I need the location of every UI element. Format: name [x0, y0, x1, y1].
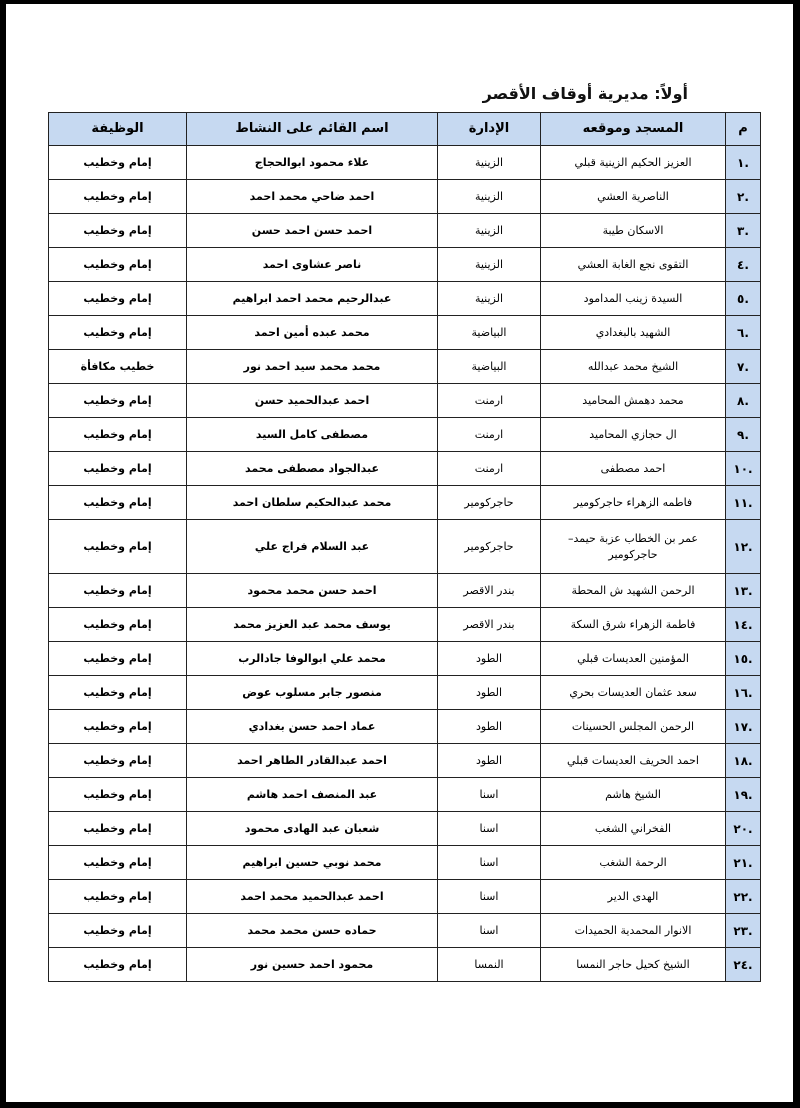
row-mosque: العزيز الحكيم الزينية قبلي: [541, 146, 726, 180]
row-mosque: فاطمة الزهراء شرق السكة: [541, 608, 726, 642]
table-row: [49, 846, 761, 880]
row-job: إمام وخطيب: [49, 676, 187, 710]
row-job: إمام وخطيب: [49, 214, 187, 248]
row-mosque: ال حجازي المحاميد: [541, 418, 726, 452]
row-mosque: التقوى نجع الغابة العشي: [541, 248, 726, 282]
row-num: .٢١: [726, 846, 761, 880]
row-mosque: الشيخ كحيل حاجر النمسا: [541, 948, 726, 982]
row-job: إمام وخطيب: [49, 316, 187, 350]
header-name: اسم القائم على النشاط: [187, 113, 438, 146]
row-mosque: السيدة زينب المدامود: [541, 282, 726, 316]
row-job: إمام وخطيب: [49, 812, 187, 846]
row-mosque: الرحمة الشغب: [541, 846, 726, 880]
header-mosque: المسجد وموقعه: [541, 113, 726, 146]
table-row: [49, 146, 761, 180]
row-num: .١٥: [726, 642, 761, 676]
row-job: إمام وخطيب: [49, 180, 187, 214]
row-admin: ارمنت: [438, 452, 541, 486]
row-job: إمام وخطيب: [49, 146, 187, 180]
table-row: [49, 880, 761, 914]
row-admin: الزينية: [438, 146, 541, 180]
row-name: حماده حسن محمد محمد: [187, 914, 438, 948]
row-mosque: الرحمن المجلس الحسينات: [541, 710, 726, 744]
row-job: إمام وخطيب: [49, 384, 187, 418]
row-job: إمام وخطيب: [49, 486, 187, 520]
row-admin: اسنا: [438, 778, 541, 812]
row-job: إمام وخطيب: [49, 744, 187, 778]
table-row: [49, 778, 761, 812]
row-job: إمام وخطيب: [49, 880, 187, 914]
row-admin: النمسا: [438, 948, 541, 982]
row-num: .٢٤: [726, 948, 761, 982]
row-admin: ارمنت: [438, 384, 541, 418]
row-name: يوسف محمد عبد العزيز محمد: [187, 608, 438, 642]
row-job: إمام وخطيب: [49, 574, 187, 608]
table-row: [49, 350, 761, 384]
row-mosque: محمد دهمش المحاميد: [541, 384, 726, 418]
row-name: محمد عبده أمين احمد: [187, 316, 438, 350]
row-job: إمام وخطيب: [49, 520, 187, 574]
row-mosque: المؤمنين العديسات قبلي: [541, 642, 726, 676]
row-name: احمد حسن محمد محمود: [187, 574, 438, 608]
section-heading: أولاً: مديرية أوقاف الأقصر: [482, 84, 688, 103]
row-name: احمد عبدالحميد حسن: [187, 384, 438, 418]
table-row: [49, 316, 761, 350]
row-name: محمد محمد سيد احمد نور: [187, 350, 438, 384]
row-job: إمام وخطيب: [49, 452, 187, 486]
row-name: محمد نوبي حسين ابراهيم: [187, 846, 438, 880]
row-job: إمام وخطيب: [49, 642, 187, 676]
row-mosque: الشيخ محمد عبدالله: [541, 350, 726, 384]
table-row: [49, 214, 761, 248]
row-admin: الزينية: [438, 214, 541, 248]
row-mosque: عمر بن الخطاب عزبة حيمد– حاجركومير: [541, 520, 726, 574]
table-row: [49, 486, 761, 520]
row-admin: بندر الاقصر: [438, 608, 541, 642]
document-page: [6, 4, 793, 1102]
row-admin: البياضية: [438, 316, 541, 350]
row-num: .٢٠: [726, 812, 761, 846]
row-job: إمام وخطيب: [49, 948, 187, 982]
table-row: [49, 574, 761, 608]
table-row: [49, 948, 761, 982]
row-job: إمام وخطيب: [49, 248, 187, 282]
row-num: .٩: [726, 418, 761, 452]
row-name: احمد ضاحي محمد احمد: [187, 180, 438, 214]
row-mosque: احمد مصطفى: [541, 452, 726, 486]
row-job: إمام وخطيب: [49, 710, 187, 744]
row-admin: حاجركومير: [438, 486, 541, 520]
row-name: علاء محمود ابوالحجاج: [187, 146, 438, 180]
row-num: .٢٢: [726, 880, 761, 914]
row-admin: اسنا: [438, 846, 541, 880]
header-admin: الإدارة: [438, 113, 541, 146]
row-num: .١٢: [726, 520, 761, 574]
table-body: [49, 146, 761, 982]
row-num: .١٣: [726, 574, 761, 608]
row-name: عماد احمد حسن بغدادي: [187, 710, 438, 744]
table-header-row: [49, 113, 761, 146]
row-admin: الطود: [438, 744, 541, 778]
row-mosque: الفخراني الشغب: [541, 812, 726, 846]
row-admin: الطود: [438, 676, 541, 710]
row-num: .٦: [726, 316, 761, 350]
row-num: .٨: [726, 384, 761, 418]
row-name: منصور جابر مسلوب عوض: [187, 676, 438, 710]
table-row: [49, 710, 761, 744]
row-num: .٢: [726, 180, 761, 214]
row-mosque: سعد عثمان العديسات بحري: [541, 676, 726, 710]
row-mosque: الهدى الدير: [541, 880, 726, 914]
table-row: [49, 452, 761, 486]
row-mosque: الانوار المحمدية الحميدات: [541, 914, 726, 948]
row-admin: اسنا: [438, 880, 541, 914]
row-job: إمام وخطيب: [49, 418, 187, 452]
row-admin: البياضية: [438, 350, 541, 384]
row-num: .٢٣: [726, 914, 761, 948]
row-name: عبدالجواد مصطفى محمد: [187, 452, 438, 486]
row-name: ناصر عشاوى احمد: [187, 248, 438, 282]
row-job: إمام وخطيب: [49, 608, 187, 642]
row-mosque: الاسكان طيبة: [541, 214, 726, 248]
row-name: محمود احمد حسين نور: [187, 948, 438, 982]
row-name: احمد عبدالقادر الطاهر احمد: [187, 744, 438, 778]
row-admin: الطود: [438, 642, 541, 676]
row-admin: حاجركومير: [438, 520, 541, 574]
row-name: محمد علي ابوالوفا جادالرب: [187, 642, 438, 676]
row-name: احمد حسن احمد حسن: [187, 214, 438, 248]
row-num: .١٦: [726, 676, 761, 710]
row-job: إمام وخطيب: [49, 282, 187, 316]
header-job: الوظيفة: [49, 113, 187, 146]
row-num: .٤: [726, 248, 761, 282]
table-row: [49, 744, 761, 778]
table-row: [49, 282, 761, 316]
row-mosque: الشهيد بالبغدادي: [541, 316, 726, 350]
row-name: مصطفى كامل السيد: [187, 418, 438, 452]
row-name: عبد السلام فراج علي: [187, 520, 438, 574]
row-num: .١٩: [726, 778, 761, 812]
row-num: .١٧: [726, 710, 761, 744]
row-job: إمام وخطيب: [49, 914, 187, 948]
row-num: .١: [726, 146, 761, 180]
row-name: شعبان عبد الهادى محمود: [187, 812, 438, 846]
row-mosque: الناصرية العشي: [541, 180, 726, 214]
row-job: إمام وخطيب: [49, 778, 187, 812]
row-admin: اسنا: [438, 812, 541, 846]
table-row: [49, 180, 761, 214]
row-admin: ارمنت: [438, 418, 541, 452]
row-num: .١١: [726, 486, 761, 520]
row-num: .١٨: [726, 744, 761, 778]
row-mosque: فاطمه الزهراء حاجركومير: [541, 486, 726, 520]
table-row: [49, 418, 761, 452]
row-mosque: الرحمن الشهيد ش المحطة: [541, 574, 726, 608]
table-row: [49, 676, 761, 710]
table-row: [49, 520, 761, 574]
row-admin: اسنا: [438, 914, 541, 948]
row-num: .٣: [726, 214, 761, 248]
row-admin: الزينية: [438, 180, 541, 214]
table-row: [49, 608, 761, 642]
row-num: .١٠: [726, 452, 761, 486]
table-row: [49, 642, 761, 676]
row-name: عبد المنصف احمد هاشم: [187, 778, 438, 812]
header-num: م: [726, 113, 761, 146]
table-row: [49, 812, 761, 846]
row-mosque: الشيخ هاشم: [541, 778, 726, 812]
row-name: محمد عبدالحكيم سلطان احمد: [187, 486, 438, 520]
row-num: .١٤: [726, 608, 761, 642]
row-name: احمد عبدالحميد محمد احمد: [187, 880, 438, 914]
row-mosque: احمد الحريف العديسات قبلي: [541, 744, 726, 778]
row-admin: الزينية: [438, 282, 541, 316]
row-job: خطيب مكافأة: [49, 350, 187, 384]
row-job: إمام وخطيب: [49, 846, 187, 880]
row-num: .٧: [726, 350, 761, 384]
table-row: [49, 384, 761, 418]
row-num: .٥: [726, 282, 761, 316]
row-name: عبدالرحيم محمد احمد ابراهيم: [187, 282, 438, 316]
table-row: [49, 248, 761, 282]
row-admin: بندر الاقصر: [438, 574, 541, 608]
table-row: [49, 914, 761, 948]
row-admin: الزينية: [438, 248, 541, 282]
mosques-table: [48, 112, 761, 982]
row-admin: الطود: [438, 710, 541, 744]
